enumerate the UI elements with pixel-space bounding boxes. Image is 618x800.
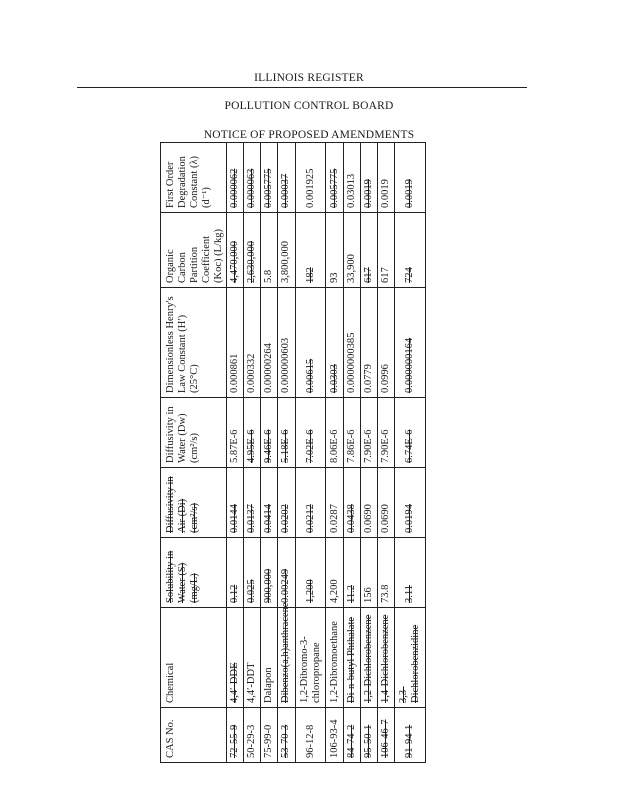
cell-koc: 3,800,000 xyxy=(278,213,295,288)
cell-cas: 95-50-1 xyxy=(360,708,377,763)
cell-diffusivity-air: 0.0194 xyxy=(395,468,426,538)
cell-diffusivity-water: 7.90E-6 xyxy=(377,398,394,468)
cell-cas: 50-29-3 xyxy=(244,708,261,763)
cell-decay: 0.03013 xyxy=(343,143,360,213)
cell-koc: 617 xyxy=(377,213,394,288)
cell-diffusivity-air: 0.0414 xyxy=(261,468,278,538)
cell-henry: 0.0996 xyxy=(377,288,394,398)
cell-henry: 0.00000264 xyxy=(261,288,278,398)
cell-diffusivity-air: 0.0690 xyxy=(360,468,377,538)
col-header-chemical: Chemical xyxy=(161,608,227,708)
cell-decay: 0.001925 xyxy=(295,143,326,213)
cell-chemical: 1,4-Dichlorobenzene xyxy=(377,608,394,708)
cell-chemical: Dibenzo(a,h)anthracene xyxy=(278,608,295,708)
col-header-koc: Organic Carbon Partition Coefficient (Koc) (L/kg) xyxy=(161,213,227,288)
cell-cas: 72-55-9 xyxy=(227,708,244,763)
cell-diffusivity-water: 6.74E-6 xyxy=(395,398,426,468)
cell-solubility: 3.11 xyxy=(395,538,426,608)
table-header-row xyxy=(161,143,227,763)
cell-chemical: 3,3-Dichlorobenzidine xyxy=(395,608,426,708)
table-row xyxy=(227,143,244,763)
cell-decay: 0.00037 xyxy=(278,143,295,213)
cell-cas: 84-74-2 xyxy=(343,708,360,763)
cell-solubility: 0.00249 xyxy=(278,538,295,608)
cell-solubility: 0.12 xyxy=(227,538,244,608)
table-row xyxy=(244,143,261,763)
cell-henry: 0.000332 xyxy=(244,288,261,398)
cell-solubility: 1,200 xyxy=(295,538,326,608)
table-row xyxy=(343,143,360,763)
cell-decay: 0.000063 xyxy=(244,143,261,213)
cell-koc: 2,630,000 xyxy=(244,213,261,288)
cell-cas: 106-46-7 xyxy=(377,708,394,763)
cell-diffusivity-water: 7.86E-6 xyxy=(343,398,360,468)
col-header-henry: Dimensionless Henry's Law Constant (H′) (25°C) xyxy=(161,288,227,398)
cell-chemical: 4,4′-DDE xyxy=(227,608,244,708)
cell-chemical: Di-n-butyl Phthalate xyxy=(343,608,360,708)
cell-koc: 182 xyxy=(295,213,326,288)
cell-diffusivity-water: 7.90E-6 xyxy=(360,398,377,468)
cell-solubility: 0.025 xyxy=(244,538,261,608)
col-header-diffusivity-air: Diffusivity in Air (Di) (cm²/s) xyxy=(161,468,227,538)
cell-decay: 0.000062 xyxy=(227,143,244,213)
cell-koc: 93 xyxy=(326,213,343,288)
table-row xyxy=(377,143,394,763)
cell-diffusivity-air: 0.0287 xyxy=(326,468,343,538)
cell-diffusivity-water: 5.87E-6 xyxy=(227,398,244,468)
cell-diffusivity-water: 9.46E-6 xyxy=(261,398,278,468)
table-row xyxy=(360,143,377,763)
cell-decay: 0.005775 xyxy=(326,143,343,213)
cell-solubility: 156 xyxy=(360,538,377,608)
cell-henry: 0.0779 xyxy=(360,288,377,398)
board-title: POLLUTION CONTROL BOARD xyxy=(224,100,394,112)
cell-solubility: 4,200 xyxy=(326,538,343,608)
cell-diffusivity-air: 0.0438 xyxy=(343,468,360,538)
cell-decay: 0.0019 xyxy=(395,143,426,213)
col-header-diffusivity-water: Diffusivity in Water (Dw) (cm²/s) xyxy=(161,398,227,468)
cell-chemical: Dalapon xyxy=(261,608,278,708)
cell-solubility: 11.2 xyxy=(343,538,360,608)
cell-cas: 91-94-1 xyxy=(395,708,426,763)
cell-diffusivity-air: 0.0202 xyxy=(278,468,295,538)
cell-diffusivity-water: 4.95E-6 xyxy=(244,398,261,468)
notice-title: NOTICE OF PROPOSED AMENDMENTS xyxy=(203,129,415,141)
cell-diffusivity-water: 5.18E-6 xyxy=(278,398,295,468)
cell-henry: 0.0000000385 xyxy=(343,288,360,398)
cell-henry: 0.000000603 xyxy=(278,288,295,398)
table-row xyxy=(395,143,426,763)
cell-diffusivity-water: 7.02E-6 xyxy=(295,398,326,468)
col-header-solubility: Solubility in Water (S) (mg/L) xyxy=(161,538,227,608)
cell-diffusivity-air: 0.0690 xyxy=(377,468,394,538)
register-title: ILLINOIS REGISTER xyxy=(254,72,364,84)
cell-henry: 0.00615 xyxy=(295,288,326,398)
table-row xyxy=(261,143,278,763)
cell-chemical: 1,2-Dichlorobenzene xyxy=(360,608,377,708)
cell-decay: 0.005775 xyxy=(261,143,278,213)
cell-diffusivity-air: 0.0144 xyxy=(227,468,244,538)
cell-decay: 0.0019 xyxy=(377,143,394,213)
cell-henry: 0.0303 xyxy=(326,288,343,398)
cell-koc: 4,470,000 xyxy=(227,213,244,288)
header-rule xyxy=(77,87,527,88)
cell-decay: 0.0019 xyxy=(360,143,377,213)
cell-koc: 617 xyxy=(360,213,377,288)
cell-koc: 5.8 xyxy=(261,213,278,288)
cell-diffusivity-air: 0.0137 xyxy=(244,468,261,538)
table-row xyxy=(326,143,343,763)
cell-henry: 0.000000164 xyxy=(395,288,426,398)
cell-chemical: 4,4′-DDT xyxy=(244,608,261,708)
table-row xyxy=(295,143,326,763)
col-header-cas: CAS No. xyxy=(161,708,227,763)
cell-diffusivity-water: 8.06E-6 xyxy=(326,398,343,468)
col-header-decay: First Order Degradation Constant (λ) (d⁻¹) xyxy=(161,143,227,213)
cell-cas: 96-12-8 xyxy=(295,708,326,763)
cell-chemical: 1,2-Dibromoethane xyxy=(326,608,343,708)
cell-solubility: 900,000 xyxy=(261,538,278,608)
cell-koc: 724 xyxy=(395,213,426,288)
chemical-properties-table xyxy=(160,142,426,763)
cell-cas: 75-99-0 xyxy=(261,708,278,763)
cell-cas: 53-70-3 xyxy=(278,708,295,763)
data-table-rotated xyxy=(160,143,426,763)
cell-koc: 33,900 xyxy=(343,213,360,288)
cell-chemical: 1,2-Dibromo-3-chloropropane xyxy=(295,608,326,708)
cell-solubility: 73.8 xyxy=(377,538,394,608)
cell-cas: 106-93-4 xyxy=(326,708,343,763)
cell-henry: 0.000861 xyxy=(227,288,244,398)
cell-diffusivity-air: 0.0212 xyxy=(295,468,326,538)
table-row xyxy=(278,143,295,763)
